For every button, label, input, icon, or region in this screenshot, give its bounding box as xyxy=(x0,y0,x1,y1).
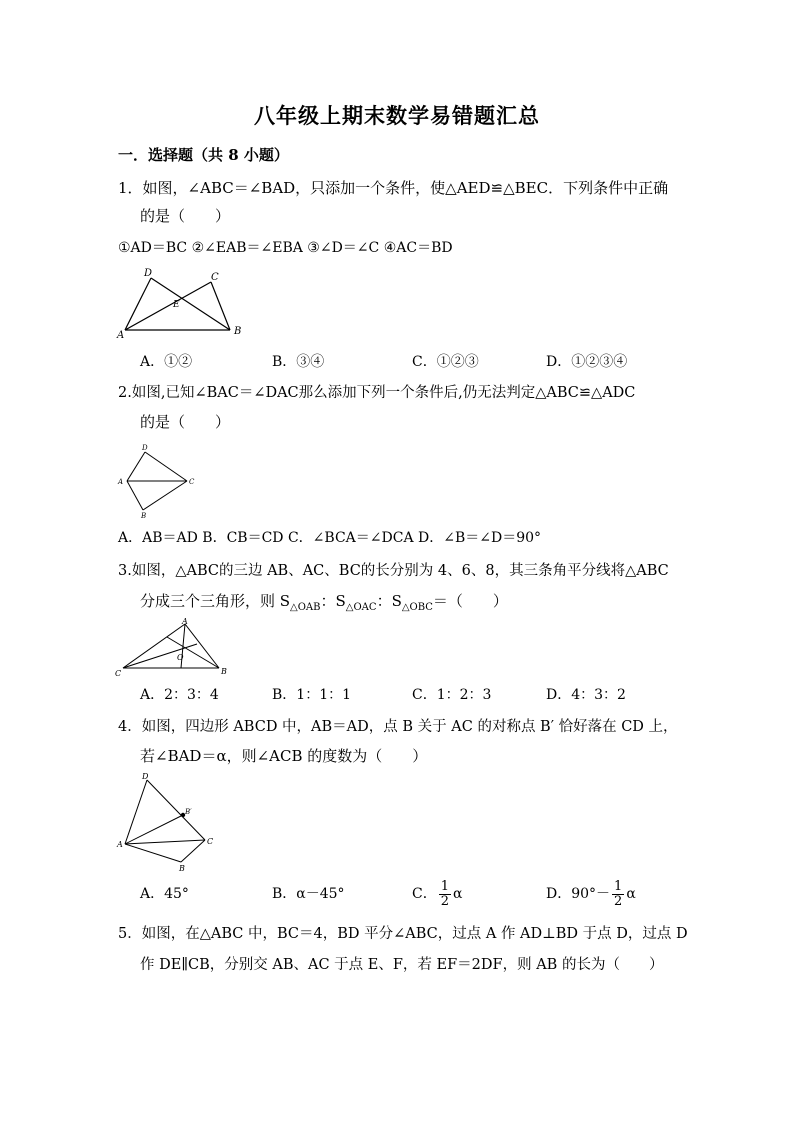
q4-option-d-fraction xyxy=(612,880,624,909)
q1-label-d: D xyxy=(144,268,153,279)
q4-stem-line2: 若∠BAD＝α，则∠ACB 的度数为（ ） xyxy=(140,747,428,765)
q3-label-b: B xyxy=(221,667,227,676)
q4-label-c: C xyxy=(207,837,214,846)
q3-option-b: B．1：1：1 xyxy=(272,687,352,703)
q4-figure xyxy=(115,770,225,874)
q4-d-frac-den: 2 xyxy=(614,893,623,909)
q1-stem-line1: 1．如图，∠ABC＝∠BAD，只添加一个条件，使△AED≌△BEC．下列条件中正确 xyxy=(118,179,669,197)
q2-label-b: B xyxy=(141,512,147,520)
q1-figure xyxy=(115,262,255,342)
q4-option-b: B．α－45° xyxy=(272,886,345,902)
q1-label-a: A xyxy=(117,330,125,341)
q2-label-a: A xyxy=(118,478,124,486)
q4-option-c-label: C． xyxy=(412,886,437,902)
q4-option-d xyxy=(546,878,636,910)
q4-option-c xyxy=(412,878,462,910)
q3-option-d: D．4：3：2 xyxy=(546,687,626,703)
q3-option-a: A．2：3：4 xyxy=(140,687,219,703)
q1-conditions: ①AD＝BC ②∠EAB＝∠EBA ③∠D＝∠C ④AC＝BD xyxy=(118,240,453,256)
q4-option-d-label: D．90°－ xyxy=(546,886,611,902)
q3-stem-text: 分成三个三角形，则 S xyxy=(140,592,291,610)
q4-label-a: A xyxy=(117,840,123,849)
q1-option-a: A．①② xyxy=(140,354,193,370)
q1-option-d: D．①②③④ xyxy=(546,354,628,370)
q3-label-o: O xyxy=(177,653,184,662)
q4-label-b: B xyxy=(179,864,185,873)
q4-option-c-fraction xyxy=(439,880,451,909)
q1-label-e: E xyxy=(173,300,180,310)
q3-option-c: C．1：2：3 xyxy=(412,687,492,703)
q3-stem-line1: 3.如图，△ABC的三边 AB、AC、BC的长分别为 4、6、8，其三条角平分线将△ABC xyxy=(118,563,669,579)
q3-label-c: C xyxy=(115,669,122,678)
q4-label-bprime: B′ xyxy=(185,808,192,816)
q3-sub-oac: △OAC xyxy=(345,602,377,613)
q3-sub-obc: △OBC xyxy=(401,602,433,613)
section-heading: 一．选择题（共 8 小题） xyxy=(118,146,289,164)
q4-c-frac-den: 2 xyxy=(440,893,449,909)
q1-option-c: C．①②③ xyxy=(412,354,479,370)
q4-stem-line1: 4．如图，四边形 ABCD 中，AB＝AD，点 B 关于 AC 的对称点 B′ 恰好落在 CD 上， xyxy=(118,719,678,735)
q1-stem-line2: 的是（ ） xyxy=(140,207,231,225)
page-title: 八年级上期末数学易错题汇总 xyxy=(254,103,540,128)
q5-stem-line1: 5．如图，在△ABC 中，BC＝4，BD 平分∠ABC，过点 A 作 AD⊥BD 于点 D，过点 D xyxy=(118,926,688,942)
q4-option-a: A．45° xyxy=(140,886,189,902)
q3-stem-line2 xyxy=(140,591,508,618)
q4-option-d-alpha: α xyxy=(626,886,636,902)
q2-options: A．AB＝AD B．CB＝CD C．∠BCA＝∠DCA D．∠B＝∠D＝90° xyxy=(118,530,542,546)
q1-label-b: B xyxy=(234,326,242,337)
q3-stem-end: ＝（ ） xyxy=(432,592,508,610)
q5-stem-line2: 作 DE∥CB，分别交 AB、AC 于点 E、F，若 EF＝2DF，则 AB 的长为（ ） xyxy=(140,957,664,973)
q4-label-d: D xyxy=(142,772,149,781)
q3-figure xyxy=(115,616,235,680)
q4-d-frac-num: 1 xyxy=(614,878,623,894)
q4-c-frac-num: 1 xyxy=(440,878,449,894)
q3-sep-2: ：S xyxy=(376,592,402,610)
q2-label-d: D xyxy=(142,444,148,452)
q2-figure xyxy=(115,440,205,520)
q3-label-a: A xyxy=(182,617,188,626)
q1-option-b: B．③④ xyxy=(272,354,325,370)
q2-stem-line2: 的是（ ） xyxy=(140,413,231,431)
q1-label-c: C xyxy=(211,272,219,283)
q4-option-c-alpha: α xyxy=(453,886,463,902)
q3-sub-oab: △OAB xyxy=(290,602,321,613)
q2-label-c: C xyxy=(189,478,195,486)
q3-sep-1: ：S xyxy=(320,592,346,610)
q2-stem-line1: 2.如图,已知∠BAC＝∠DAC那么添加下列一个条件后,仍无法判定△ABC≌△ADC xyxy=(118,385,636,401)
